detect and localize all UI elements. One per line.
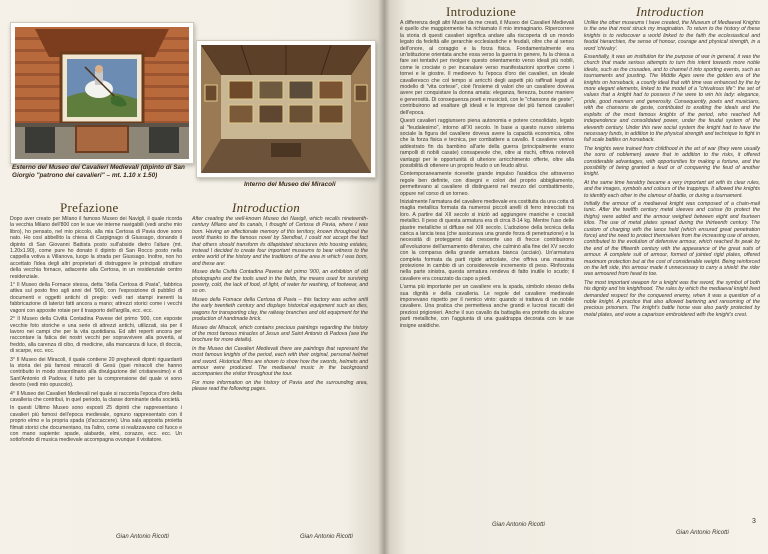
paragraph: Dopo aver creato per Milano il famoso Museo dei Navigli, il quale ricorda la vecchia Milano dell'800 con le sue vie interne navigabili (vedi anche mio libro), ho pensato, nel mio piccolo, alla mia Certosa di Pavia dove sono nato. Ho così abbellito la chiesa di Carpignago di Giussago, donando il dipinto di San Giovanni Battista posto sull'abside dietro l'altare (mt. 1.20x1.90), come pure ho donato il dipinto di San Rocco posto nella cappella votiva a Villanova, luogo la strada per Giussago. Inoltre, non ho accettato l'idea degli altri proprietari di distruggere le principali strutture della vecchia fornace, adiacente alla Certosa, in un residenziale centro residenziale. (10, 216, 182, 280)
book-gutter (378, 0, 390, 554)
paragraph: Unlike the other museums I have created, the Museum of Mediaeval Knights is the one that most struck my imagination. To return to the history of these knights is to rediscover a world linked to the faith the ecclesiastical and feudal hierarchies, the sense of honour, courage and physical strength, in a word 'chivalry'. (584, 20, 760, 52)
photo-museum-exterior (10, 22, 194, 164)
column-introduzione (400, 20, 574, 331)
paragraph: Essentially, it was an institution for the purpose of war in general, it was the church that made serious attempts to turn this intent towards more noble ideals, such as the crusades, and to channel it into sporting events, such as tournaments and jousting. The Middle Ages were the golden era of the knights on horseback, a courtly ideal that with time was enhanced by the by more elegant elements, linked to the model of a "chivalrous life": the set of values that a knight had to possess if he were to win his lady: elegance, pride, good manners and generosity. Consequently, poets and musicians, with the chansons de geste, contributed to exalting the ideals and the exploits of the most famous knights of the period, who reached full independence and consolidated power, under the feudal system of the eleventh century. Under this new social system the knight had to have the necessary funds, in addition to the physical strength and technique to fight in full scale battles on horseback. (584, 54, 760, 144)
column-introduction-en-right (584, 20, 760, 320)
paragraph: Contemporaneamente ricevette grande impulso l'araldica che attraverso regole ben definite, con disegni e colori del proprio abbigliamento, permettevano al cavaliere di distinguersi nel mezzo del combattimento, oppure nel corso di un torneo. (400, 171, 574, 197)
paragraph: In questi Ultimo Museo sono esposti 25 dipinti che rappresentano i cavalieri più famosi dell'epoca medievale, ognuno rappresentato con il proprio elmo e la propria spada (d'accaccere). Una sala apposita proietta filmati storici che documentano, tra l'altro, come si realizzavano col fuoco e con mano sapiente: spade, alabarde, elmi, corazze, ecc. ecc. Un sottofondo di musica medievale accompagna ovunque il visitatore. (10, 405, 182, 444)
exterior-photo-drawing (15, 27, 189, 159)
paragraph: Museo della Fornace della Certosa di Pavia – this factory was active until the early twentieth century and displays historical equipment such as dies, wagons for transporting clay, the railway branches and old equipment for the production of handmade brick. (192, 296, 368, 323)
photo-museum-interior (196, 40, 376, 178)
caption-exterior: Esterno del Museo dei Cavalieri Medievali (dipinto di San Giorgio "patrono dei cavalieri" – mt. 1.10 x 1.50) (12, 164, 185, 179)
heading-prefazione: Prefazione (60, 200, 119, 215)
paragraph: Museo della Civiltà Contadina Pavese del primo '900, an exhibition of old photographs and the tools used in the fields, the means used for surviving poverty, cold, the lack of food, of light, of water for washing, of footwear, and so on. (192, 269, 368, 295)
column-prefazione (10, 216, 182, 446)
heading-introduction-en-right: Introduction (636, 4, 705, 19)
right-page (384, 0, 768, 554)
paragraph: In the Museo dei Cavalieri Medievali there are paintings that represent the most famous knights of the period, each with their original, personal helmet and sword. Historical films are shown to show how the swords, helmets and armour were produced. The mediaeval music in the background accompanies the visitor throughout the tour. (192, 345, 368, 378)
column-introduction-en-left (192, 216, 368, 395)
paragraph: Initially the armour of a mediaeval knight was composed of a chain-mail tunic. After the twelfth century metal sleeves and cuisse (to protect the thighs) were added and the armour weighed between eight and fourteen kilos. The use of metal plates spread during the thirteenth century. The custom of charging with the lance held (which ensured great penetration force) and the need to protect themselves from the increasing use of arrows, contributed to the evolution of defensive armour, which reached its peak by the end of the fifteenth century with the appearance of the great suits of armour. A complete suit of armour, formed of jointed rigid plates, offered maximum protection but at the cost of considerable weight. Being reinforced on the left side, this armour made it unnecessary to carry a shield: the rider was armoured from head to toe. (584, 200, 760, 278)
signature-left-col2: Gian Antonio Ricotti (300, 534, 353, 540)
signature-right-col1: Gian Antonio Ricotti (492, 522, 545, 528)
page-number: 3 (752, 518, 756, 525)
paragraph: 3° Il Museo dei Miracoli, il quale contiene 20 preghevoli dipinti riguardanti la storia dei più famosi miracoli di Gesù (quei miracoli che hanno contribuito in modo straordinario alla divulgazione del cristianesimo) e di Sant'Antonio di Padova; il tutto per la comprensione del quale vi sono devoto (vedi mio opuscolo). (10, 356, 182, 389)
paragraph: The most important weapon for a knight was the sword, the symbol of both his dignity and his knighthood. The rules by which the mediaeval knight lived demanded respect for the conquered enemy, when it was a question of a noble knight. A practice that also allowed bartering and ransoming of the precious prisoners. The knight's battle horse was also partly protected by metal plates, and wore a caparison embroidered with the knight's crest. (584, 279, 760, 318)
paragraph: A differenza degli altri Musei da me creati, il Museo dei Cavalieri Medievali è quello che maggiormente ha richiamato il mio immaginario. Ripercorrere la storia di questi cavalieri significa andare alla riscoperta di un mondo legato da fedeltà alle gerarchie ecclesiastiche e feudali, oltre che al senso dell'onore, al coraggio e la forza fisica. Fondamentalmente era un'istituzione orientata anche essa verso la guerra in genere, fu la chiesa a fare sei tentativi per rivolgere questo orientamento verso ideali più nobili, come le crociate o per incanalare verso manifestazioni sportive come i tornei e le giostre. Il medioevo fu l'epoca d'oro dei cavalieri, un ideale cavalleresco che col tempo si arricchì degli aspetti più raffinati legati al modello di "vita cortese", cioè l'insieme di valori che un cavaliere doveva avere per conquistare la donna amata: eleganza, fierezza, buone maniere e generosità. Di conseguenza poeti e musicisti, con le "chansons de geste", contribuirono ad esaltare gli ideali e le imprese dei più famosi cavalieri dell'epoca. (400, 20, 574, 116)
heading-introduzione: Introduzione (446, 4, 517, 19)
paragraph: Inizialmente l'armatura del cavaliere medievale era costituita da una cotta di maglia metallica formata da numerosi piccoli anelli di ferro intrecciati tra loro. A partire dal XII secolo si iniziò ad aggiungere maniche e cosciali metallici. Il peso di questa armatura era di circa 8-14 kg. Mentre l'uso delle piastre metalliche si diffuse nel XIII secolo. L'adozione della tecnica della carica a lancia tesa (che assicurava una grande forza di penetrazione) e la necessità di proteggersi dal crescente uso di frecce contribuirono all'evoluzione dell'armamento difensivo, che culminò alla fine del XV secolo con la comparsa della grande armatura bianca (acciaio). Un'armatura completa formata da parti rigide articolate, che offriva una massima protezione in cambio di un considerevole incremento di peso. Rinforzata nella parte sinistra, questa armatura rendeva di fatto inutile lo scudo; il cavaliere era corazzato da capo a piedi. (400, 198, 574, 282)
signature-right-col2: Gian Antonio Ricotti (676, 530, 729, 536)
caption-interior: Interno del Museo dei Miracoli (244, 181, 336, 188)
paragraph: The knights were trained from childhood in the art of war (they were usually the sons of noblemen) aware that in addition to the risks, it offered considerable advantages, with opportunities for making a fortune, and the possibility of being granted a feud or of conquering the feud of another knight. (584, 145, 760, 178)
paragraph: 4° Il Museo dei Cavalieri Medievali nel quale si racconta l'epoca d'oro della cavalleria che contribuì, in quel periodo, la classe dominante della società. (10, 390, 182, 403)
paragraph: 2° Il Museo della Civiltà Contadina Pavese del primo '900, con esposte vecchie foto storiche e una serie di attrezzi antichi, utilizzati, sia per il lavoro nei campi che per la vita quotidiana. Ed altri reperti ancora per raccontare la fatica dei nostri vecchi per sopravvivere alla povertà, al freddo, alla carenza di cibo, di medicine, alla mancanza di luce, di doccia, di scarpe, ecc. ecc. (10, 316, 182, 355)
paragraph: For more information on the history of Pavia and the surrounding area, please read the following pages. (192, 379, 368, 393)
interior-photo-drawing (201, 45, 371, 173)
paragraph: At the same time heraldry became a very important art with its clear rules, and the images, symbols and colours of the trappings. It allowed the knights to identify each other in the clamour of battle, or during a tournament. (584, 179, 760, 199)
paragraph: L'arma più importante per un cavaliere era la spada, simbolo stesso della sua dignità e della cavalleria. Le regole del cavaliere medievale imponevano rispetto per il nemico vinto: quando si trattava di un nobile cavaliere. Una pratica che permetteva anche grandi e lucrosi riscatti dei preziosi prigionieri. Anche il suo cavallo da battaglia era protetto da alcune parti metalliche, con l'aggiunta di una gualdrappa decorata con le sue insigne araldiche. (400, 284, 574, 329)
paragraph: After creating the well-known Museo dei Navigli, which recalls nineteenth-century Milano and its canals, I thought of Certosa di Pavia, where I was born. Having an affectionate memory of this territory, known throughout the world thanks to the famous novel by Stendhal, I could not accept the fact that others should transform its dilapidated structures into housing estates, instead I decided to create four important museums to bear witness to the entire world of the history and the traditions of the area in which I was born, and these are: (192, 216, 368, 267)
paragraph: Museo dei Miracoli, which contains precious paintings regarding the history of the most famous miracles of Jesus and Saint Antonio di Padova (see the brochure for more details). (192, 324, 368, 344)
paragraph: 1° Il Museo della Fornace stessa, detta "della Certosa di Pavia", fabbrica attiva sul posto fino agli anni del '900, con l'esposizione di pubblici di documenti e oggetti antichi di pregio: vedi rari stampi inerenti la fabbricazione di laterizi fatti ancora a mano; attrezzi storici come i vecchi vagoni con apposite rotaie per il trasporto dell'argilla, ecc. ecc. (10, 282, 182, 314)
signature-left-col1: Gian Antonio Ricotti (116, 534, 169, 540)
heading-introduction-en-left: Introduction (232, 200, 301, 215)
paragraph: Questi cavalieri raggiunsero piena autonomia e potere consolidato, legato al "feudalesimo", intorno all'XI secolo. In base a questo nuovo sistema sociale la figura del cavaliere doveva avere la capacità economica, oltre che la forza fisica e tecnica, per combattere a cavallo. Il cavaliere veniva addestrato fin da bambino all'arte della guerra (principalmente erano rampolli di nobili casate) consapevole che, oltre ai rischi, offriva notevoli vantaggi per le opportunità di ulteriore arricchimento offerte, oltre alla possibilità di ottenere un proprio feudo o un feudo altrui. (400, 118, 574, 169)
